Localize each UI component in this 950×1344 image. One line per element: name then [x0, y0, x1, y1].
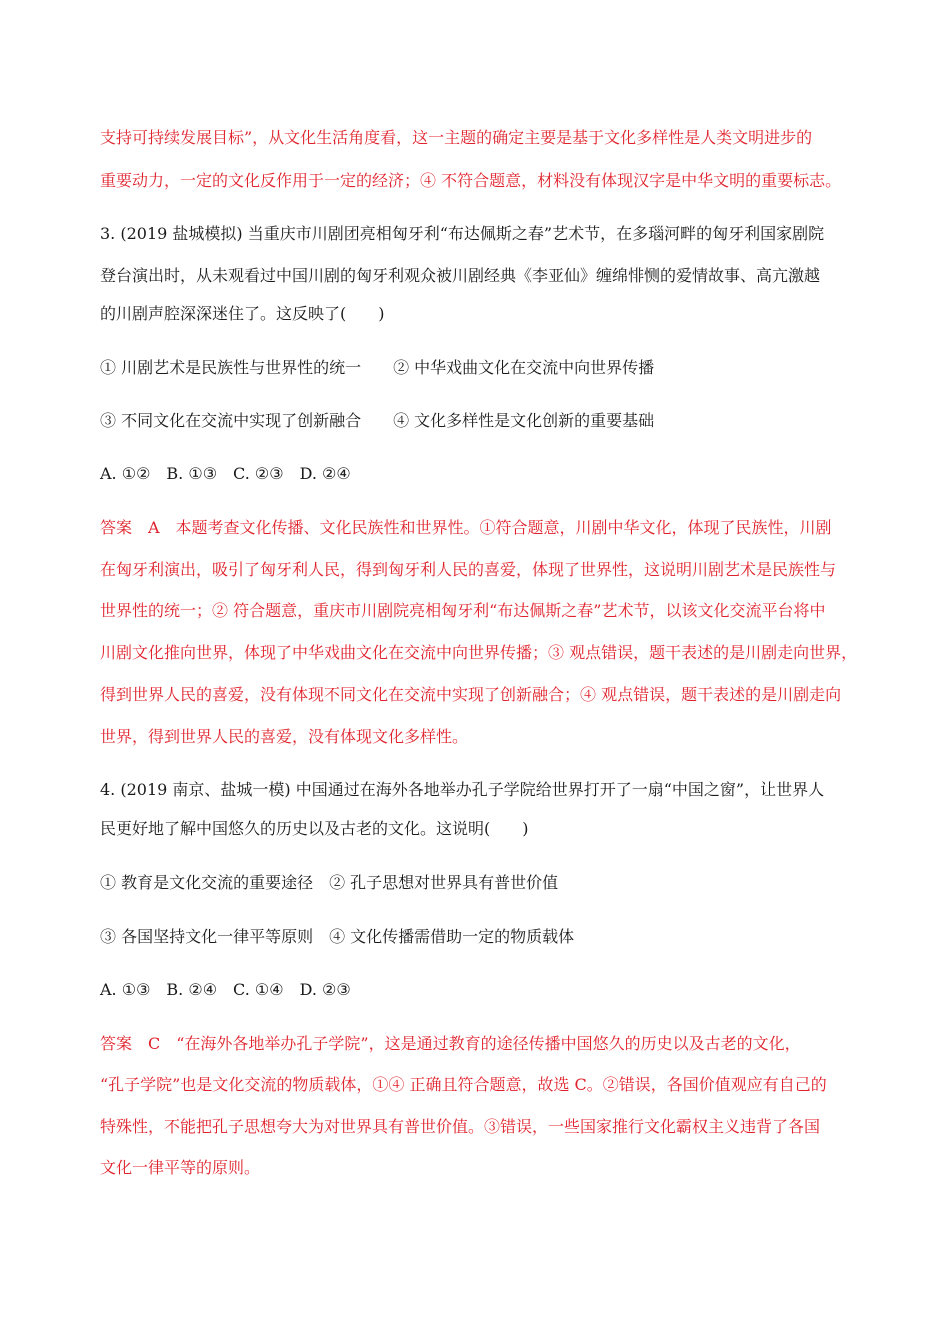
q3-stem-line-1: 3. (2019 盐城模拟) 当重庆市川剧团亮相匈牙利“布达佩斯之春”艺术节，在多瑙河畔的匈牙利国家剧院: [100, 224, 825, 243]
q3-options-row-2: ③ 不同文化在交流中实现了创新融合 ④ 文化多样性是文化创新的重要基础: [100, 411, 655, 430]
q3-answer-line-5: 得到世界人民的喜爱，没有体现不同文化在交流中实现了创新融合；④ 观点错误，题干表述的是川剧走向: [100, 685, 842, 704]
q3-answer-line-2: 在匈牙利演出，吸引了匈牙利人民，得到匈牙利人民的喜爱，体现了世界性，这说明川剧艺术是民族性与: [100, 560, 837, 579]
q3-stem-line-3: 的川剧声腔深深迷住了。这反映了( ): [100, 304, 385, 323]
q4-stem-line-2: 民更好地了解中国悠久的历史以及古老的文化。这说明( ): [100, 819, 529, 838]
q4-answer-line-1: 答案 C “在海外各地举办孔子学院”，这是通过教育的途径传播中国悠久的历史以及古老的文化，: [100, 1034, 801, 1053]
q4-options-row-1: ① 教育是文化交流的重要途径 ② 孔子思想对世界具有普世价值: [100, 873, 559, 892]
q4-stem-line-1: 4. (2019 南京、盐城一模) 中国通过在海外各地举办孔子学院给世界打开了一扇“中国之窗”，让世界人: [100, 780, 825, 799]
q3-answer-line-3: 世界性的统一；② 符合题意，重庆市川剧院亮相匈牙利“布达佩斯之春”艺术节，以该文化交流平台将中: [100, 601, 826, 620]
q4-options-row-2: ③ 各国坚持文化一律平等原则 ④ 文化传播需借助一定的物质载体: [100, 927, 575, 946]
intro-answer-line-2: 重要动力，一定的文化反作用于一定的经济；④ 不符合题意，材料没有体现汉字是中华文明的重要标志。: [100, 171, 842, 190]
q3-answer-line-1: 答案 A 本题考查文化传播、文化民族性和世界性。①符合题意，川剧中华文化，体现了民族性，川剧: [100, 518, 832, 537]
q3-choices: A. ①② B. ①③ C. ②③ D. ②④: [100, 464, 351, 483]
q3-answer-line-4: 川剧文化推向世界，体现了中华戏曲文化在交流中向世界传播；③ 观点错误，题干表述的是川剧走向世界，: [100, 643, 858, 662]
q4-answer-line-4: 文化一律平等的原则。: [100, 1158, 261, 1177]
q4-choices: A. ①③ B. ②④ C. ①④ D. ②③: [100, 980, 351, 999]
q3-options-row-1: ① 川剧艺术是民族性与世界性的统一 ② 中华戏曲文化在交流中向世界传播: [100, 358, 655, 377]
q4-answer-line-2: “孔子学院”也是文化交流的物质载体，①④ 正确且符合题意，故选 C。②错误，各国价值观应有自己的: [100, 1075, 827, 1094]
q4-answer-line-3: 特殊性，不能把孔子思想夸大为对世界具有普世价值。③错误，一些国家推行文化霸权主义违背了各国: [100, 1117, 821, 1136]
q3-stem-line-2: 登台演出时，从未观看过中国川剧的匈牙利观众被川剧经典《李亚仙》缠绵悱恻的爱情故事、高亢激越: [100, 266, 821, 285]
q3-answer-line-6: 世界，得到世界人民的喜爱，没有体现文化多样性。: [100, 727, 469, 746]
intro-answer-line-1: 支持可持续发展目标”，从文化生活角度看，这一主题的确定主要是基于文化多样性是人类文明进步的: [100, 128, 813, 147]
